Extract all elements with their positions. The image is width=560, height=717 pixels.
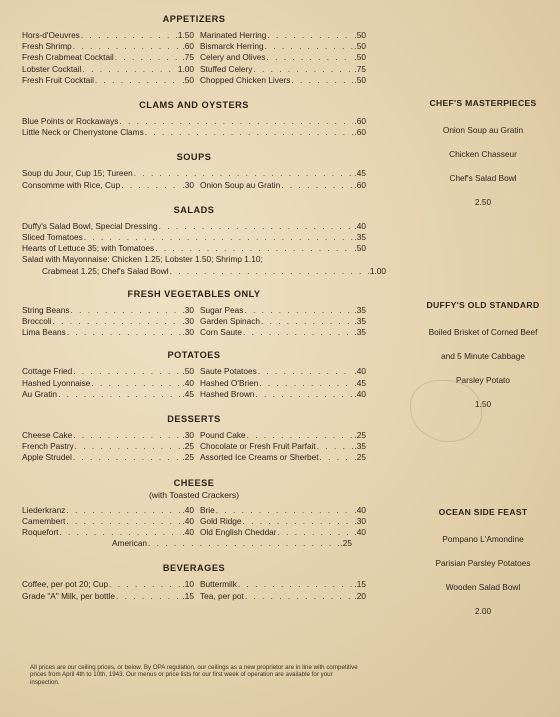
menu-row bbox=[22, 243, 366, 254]
item-name: Hashed Lyonnaise bbox=[22, 377, 91, 388]
item-name: Lobster Cocktail bbox=[22, 63, 82, 74]
item-name: Au Gratin bbox=[22, 388, 58, 399]
menu-row bbox=[22, 168, 366, 179]
menu-row bbox=[22, 516, 366, 527]
salads-title: SALADS bbox=[173, 204, 215, 215]
menu-row bbox=[22, 232, 366, 243]
item-name: Hors-d'Oeuvres bbox=[22, 30, 80, 40]
special-item: Parsley Potato bbox=[456, 375, 510, 385]
item-price: .15 bbox=[354, 579, 366, 590]
item-price: .40 bbox=[354, 527, 366, 538]
chefs-masterpieces-section bbox=[406, 98, 560, 214]
ceiling-price-footnote: All prices are our ceiling prices, or below. By OPA regulation, our ceilings as a new proprietor are in line with competitive prices from April 4th to 10th, 1943. Our menus or price lists for our first week of operation are available for your inspection. bbox=[30, 664, 358, 686]
item-price: .40 bbox=[354, 220, 366, 231]
item-name: Old English Cheddar bbox=[200, 527, 277, 538]
item-name: Fresh Shrimp bbox=[22, 41, 72, 52]
item-price: .20 bbox=[354, 590, 366, 601]
special-price: 1.50 bbox=[474, 399, 492, 409]
item-price: .25 bbox=[182, 452, 194, 463]
item-name: Brie bbox=[200, 504, 215, 515]
special-price: 2.00 bbox=[474, 606, 492, 616]
item-name: Celery and Olives bbox=[200, 52, 266, 63]
mayo-salad-line: Salad with Mayonnaise: Chicken 1.25; Lobster 1.50; Shrimp 1.10; bbox=[22, 254, 263, 265]
item-price: .35 bbox=[354, 327, 366, 338]
item-name: Hashed Brown bbox=[200, 388, 255, 399]
item-price: .30 bbox=[182, 327, 194, 338]
special-item: and 5 Minute Cabbage bbox=[441, 351, 525, 361]
desserts-section bbox=[22, 414, 366, 464]
item-price: .30 bbox=[354, 515, 366, 526]
menu-row bbox=[22, 265, 386, 277]
menu-row bbox=[22, 180, 366, 191]
item-price: .35 bbox=[354, 232, 366, 243]
item-name: Cheese Cake bbox=[22, 430, 73, 441]
menu-row bbox=[22, 538, 366, 549]
vegetables-title: FRESH VEGETABLES ONLY bbox=[127, 288, 261, 299]
item-price: .50 bbox=[354, 243, 366, 254]
item-price: .60 bbox=[182, 41, 194, 52]
menu-row bbox=[22, 579, 366, 590]
item-name: Little Neck or Cherrystone Clams bbox=[22, 127, 144, 138]
item-price: .30 bbox=[182, 430, 194, 441]
item-name: Pound Cake bbox=[200, 430, 246, 441]
desserts-title: DESSERTS bbox=[167, 414, 221, 425]
item-name: Coffee, per pot 20; Cup bbox=[22, 579, 109, 590]
special-item: Chicken Chasseur bbox=[449, 149, 517, 159]
item-price: .30 bbox=[182, 179, 194, 190]
menu-row bbox=[22, 41, 366, 52]
item-price: .60 bbox=[354, 127, 366, 138]
item-name: Tea, per pot bbox=[200, 590, 244, 601]
item-price: .40 bbox=[354, 504, 366, 515]
item-name: Hashed O'Brien bbox=[200, 377, 259, 388]
item-name: Onion Soup au Gratin bbox=[200, 179, 281, 190]
menu-row bbox=[22, 254, 366, 265]
menu-row bbox=[22, 430, 366, 441]
duffys-old-standard-title: DUFFY'S OLD STANDARD bbox=[426, 300, 540, 310]
item-name: Chopped Chicken Livers bbox=[200, 74, 291, 85]
menu-row bbox=[22, 305, 366, 316]
item-price: .10 bbox=[182, 579, 194, 590]
item-price: .75 bbox=[354, 63, 366, 74]
vegetables-section bbox=[22, 289, 366, 339]
menu-row bbox=[22, 116, 366, 127]
item-name: Liederkranz bbox=[22, 504, 66, 515]
item-name: Stuffed Celery bbox=[200, 63, 253, 74]
item-price: .25 bbox=[340, 538, 352, 549]
duffys-old-standard-section bbox=[406, 300, 560, 416]
item-price: .50 bbox=[354, 74, 366, 85]
beverages-section bbox=[22, 563, 366, 601]
item-name: Sliced Tomatoes bbox=[22, 232, 83, 243]
item-price: .50 bbox=[354, 41, 366, 52]
item-price: .60 bbox=[354, 116, 366, 127]
item-name: Apple Strudel bbox=[22, 452, 72, 463]
menu-row bbox=[22, 441, 366, 452]
item-name: Crabmeat 1.25; Chef's Salad Bowl bbox=[42, 265, 169, 276]
item-price: .25 bbox=[182, 441, 194, 452]
item-name: Hearts of Lettuce 35; with Tomatoes bbox=[22, 243, 155, 254]
item-name: Garden Spinach bbox=[200, 316, 260, 327]
special-item: Chef's Salad Bowl bbox=[449, 173, 517, 183]
item-name: Chocolate or Fresh Fruit Parfait bbox=[200, 441, 316, 452]
item-price: .35 bbox=[354, 441, 366, 452]
item-price: .50 bbox=[182, 366, 194, 377]
item-price: 1.00 bbox=[369, 265, 386, 276]
item-price: .40 bbox=[182, 515, 194, 526]
item-price: .50 bbox=[354, 30, 366, 40]
menu-row bbox=[22, 389, 366, 400]
menu-row bbox=[22, 64, 366, 75]
menu-row bbox=[22, 591, 366, 602]
special-item: Boiled Brisket of Corned Beef bbox=[428, 327, 538, 337]
item-price: .40 bbox=[182, 377, 194, 388]
item-price: 1.50 bbox=[177, 30, 194, 40]
item-name: Buttermilk bbox=[200, 579, 237, 590]
special-item: Pompano L'Amondine bbox=[442, 534, 524, 544]
item-name: Fresh Crabmeat Cocktail bbox=[22, 52, 114, 63]
item-name: Broccoli bbox=[22, 316, 52, 327]
item-price: .40 bbox=[354, 366, 366, 377]
clams-section bbox=[22, 100, 366, 138]
soups-section bbox=[22, 152, 366, 190]
item-name: Roquefort bbox=[22, 527, 59, 538]
salads-section bbox=[22, 204, 386, 277]
item-price: .45 bbox=[182, 388, 194, 399]
menu-row bbox=[22, 378, 366, 389]
item-price: .40 bbox=[182, 527, 194, 538]
menu-row bbox=[22, 52, 366, 63]
item-price: .50 bbox=[354, 52, 366, 63]
item-price: .40 bbox=[182, 504, 194, 515]
cheese-section bbox=[22, 478, 366, 550]
soups-title: SOUPS bbox=[176, 152, 212, 163]
ocean-side-feast-section bbox=[406, 507, 560, 623]
menu-left-column bbox=[22, 14, 386, 602]
item-price: .35 bbox=[354, 316, 366, 327]
item-price: .15 bbox=[182, 590, 194, 601]
item-name: Grade "A" Milk, per bottle bbox=[22, 590, 116, 601]
item-price: .45 bbox=[354, 377, 366, 388]
item-price: .40 bbox=[354, 388, 366, 399]
item-name: Saute Potatoes bbox=[200, 366, 257, 377]
menu-row bbox=[22, 316, 366, 327]
item-name: Assorted Ice Creams or Sherbet bbox=[200, 452, 319, 463]
item-name: Cottage Fried bbox=[22, 366, 73, 377]
item-name: String Beans bbox=[22, 304, 70, 315]
item-name: Corn Saute bbox=[200, 327, 242, 338]
item-name: Consomme with Rice, Cup bbox=[22, 179, 121, 190]
item-name: Fresh Fruit Cocktail bbox=[22, 74, 94, 85]
item-price: .35 bbox=[354, 304, 366, 315]
cheese-title: CHEESE bbox=[173, 477, 215, 488]
special-price: 2.50 bbox=[474, 197, 492, 207]
menu-row bbox=[22, 452, 366, 463]
item-name: Gold Ridge bbox=[200, 515, 242, 526]
item-name: Duffy's Salad Bowl, Special Dressing bbox=[22, 220, 158, 231]
cheese-subtitle: (with Toasted Crackers) bbox=[148, 489, 240, 500]
item-name: Bismarck Herring bbox=[200, 41, 264, 52]
item-name: American bbox=[112, 538, 148, 549]
item-price: .30 bbox=[182, 304, 194, 315]
special-item: Onion Soup au Gratin bbox=[442, 125, 524, 135]
item-price: .50 bbox=[182, 74, 194, 85]
item-price: .60 bbox=[354, 179, 366, 190]
menu-row bbox=[22, 221, 366, 232]
menu-row bbox=[22, 30, 366, 41]
item-price: .30 bbox=[182, 316, 194, 327]
menu-row bbox=[22, 505, 366, 516]
item-name: Camembert bbox=[22, 515, 66, 526]
potatoes-title: POTATOES bbox=[167, 350, 221, 361]
special-item: Wooden Salad Bowl bbox=[445, 582, 521, 592]
appetizers-title: APPETIZERS bbox=[162, 14, 226, 24]
item-price: 1.00 bbox=[177, 63, 194, 74]
item-price: .45 bbox=[354, 168, 366, 179]
ocean-side-feast-title: OCEAN SIDE FEAST bbox=[438, 507, 528, 517]
special-item: Parisian Parsley Potatoes bbox=[435, 558, 531, 568]
item-name: Sugar Peas bbox=[200, 304, 244, 315]
clams-title: CLAMS AND OYSTERS bbox=[139, 100, 249, 111]
menu-row bbox=[22, 527, 366, 538]
beverages-title: BEVERAGES bbox=[162, 563, 226, 574]
item-name: French Pastry bbox=[22, 441, 74, 452]
item-name: Marinated Herring bbox=[200, 30, 267, 40]
menu-row bbox=[22, 75, 366, 86]
menu-row bbox=[22, 366, 366, 377]
item-name: Blue Points or Rockaways bbox=[22, 116, 119, 127]
item-price: .75 bbox=[182, 52, 194, 63]
menu-row bbox=[22, 127, 366, 138]
potatoes-section bbox=[22, 350, 366, 400]
item-price: .25 bbox=[354, 430, 366, 441]
item-name: Soup du Jour, Cup 15; Tureen bbox=[22, 168, 133, 179]
item-price: .25 bbox=[354, 452, 366, 463]
menu-row bbox=[22, 327, 366, 338]
appetizers-section bbox=[22, 14, 366, 86]
chefs-masterpieces-title: CHEF'S MASTERPIECES bbox=[429, 98, 537, 108]
item-name: Lima Beans bbox=[22, 327, 66, 338]
